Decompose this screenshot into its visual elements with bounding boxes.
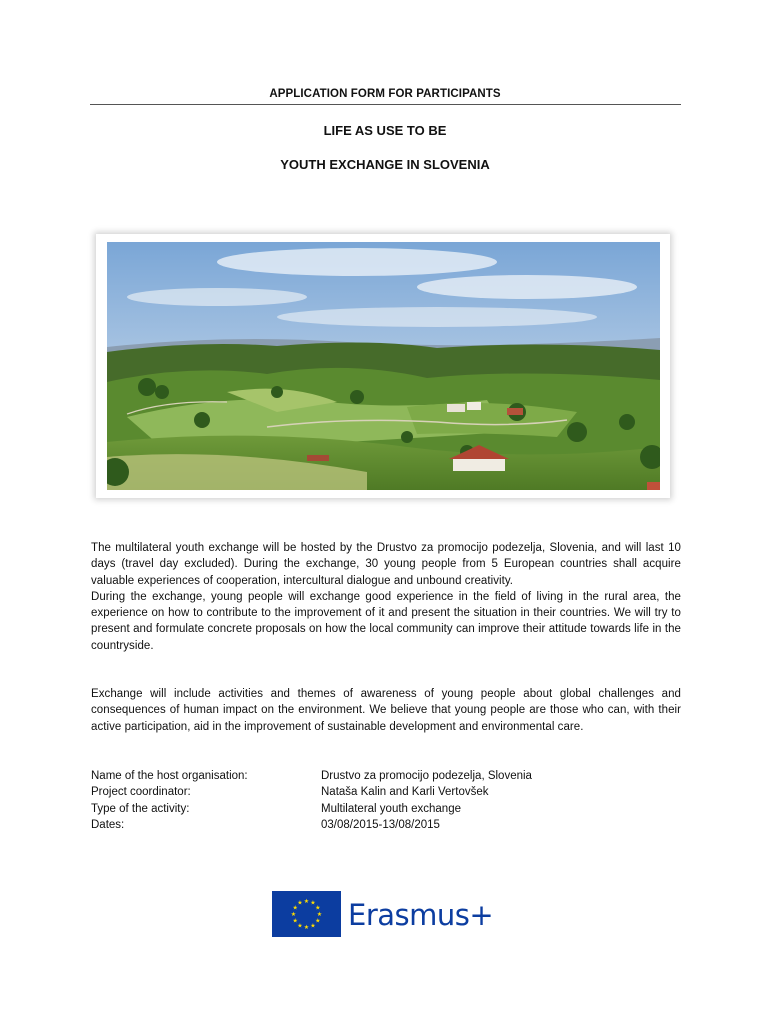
intro-paragraph-part-2: During the exchange, young people will exchange good experience in the field of living in the rural area, the experience on how to contribute to the improvement of it and present the situation in their countries. We will try to present and formulate concrete proposals on how the local community can improve their attitude towards life in the countryside. <box>91 590 681 652</box>
detail-row <box>91 801 681 817</box>
detail-label: Name of the host organisation: <box>91 770 248 782</box>
detail-value: Multilateral youth exchange <box>321 802 461 815</box>
project-details <box>91 768 681 833</box>
eu-star-icon: ★ <box>303 898 310 905</box>
eu-star-icon: ★ <box>316 911 323 918</box>
event-subtitle: YOUTH EXCHANGE IN SLOVENIA <box>280 157 490 172</box>
intro-paragraph <box>91 540 681 654</box>
eu-star-icon: ★ <box>310 922 316 930</box>
detail-value: 03/08/2015-13/08/2015 <box>321 818 440 831</box>
landscape-photo <box>96 234 670 498</box>
detail-label: Project coordinator: <box>91 786 191 799</box>
detail-row <box>91 817 681 833</box>
eu-star-icon: ★ <box>315 904 321 912</box>
detail-label: Dates: <box>91 818 125 831</box>
eu-star-icon: ★ <box>290 911 297 918</box>
title-underline <box>90 104 681 105</box>
eu-star-icon: ★ <box>303 924 310 931</box>
form-title: APPLICATION FORM FOR PARTICIPANTS <box>269 88 501 100</box>
eu-star-icon: ★ <box>310 899 316 907</box>
eu-star-icon: ★ <box>292 917 298 925</box>
activities-paragraph-text: Exchange will include activities and themes of awareness of young people about global challenges and consequences of human impact on the environment. We believe that young people are those who can, with their active participation, aid in the improvement of sustainable development and environmental care. <box>91 688 681 733</box>
detail-value: Nataša Kalin and Karli Vertovšek <box>321 786 489 799</box>
erasmus-wordmark: Erasmus+ <box>348 898 494 932</box>
detail-label: Type of the activity: <box>91 802 190 815</box>
detail-row <box>91 768 681 784</box>
detail-row <box>91 784 681 800</box>
eu-star-icon: ★ <box>315 917 321 925</box>
eu-flag-graphic <box>272 891 341 937</box>
eu-flag-icon <box>272 891 341 937</box>
eu-star-icon: ★ <box>297 922 303 930</box>
eu-star-icon: ★ <box>297 899 303 907</box>
detail-value: Drustvo za promocijo podezelja, Slovenia <box>321 770 532 782</box>
intro-paragraph-part-1: The multilateral youth exchange will be hosted by the Drustvo za promocijo podezelja, Slovenia, and will last 10 days (travel day excluded). During the exchange, 30 young people from 5 European countries shall acquire valuable experiences of cooperation, intercultural dialogue and unbound creativity. <box>91 542 681 587</box>
event-title: LIFE AS USE TO BE <box>323 123 447 138</box>
landscape-image <box>107 242 660 490</box>
erasmus-logo <box>272 890 504 938</box>
activities-paragraph <box>91 686 681 735</box>
eu-star-icon: ★ <box>292 904 298 912</box>
